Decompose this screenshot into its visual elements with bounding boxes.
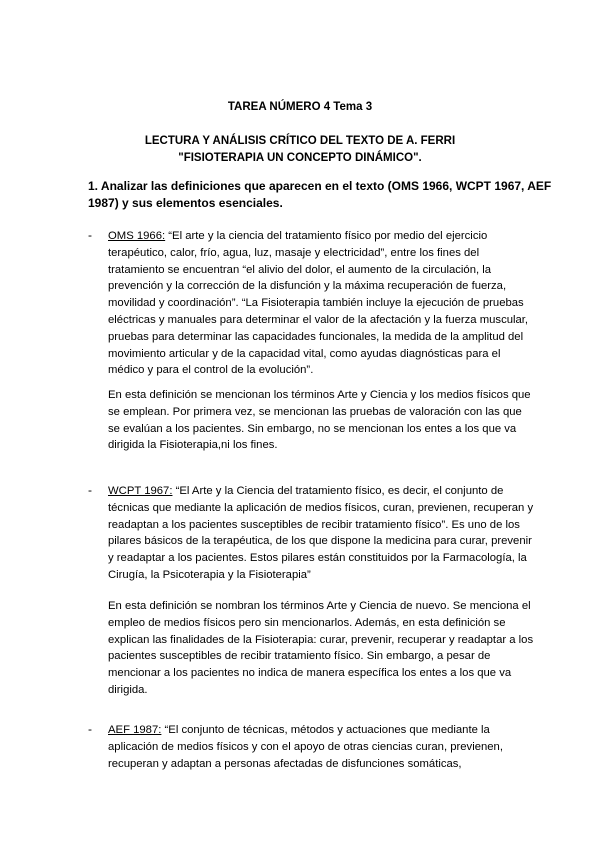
definition-line: movimiento articular y de la capacidad vital, como ayudas diagnósticas para el	[108, 347, 501, 360]
definition-line: terapéutico, calor, frío, agua, luz, masaje y electricidad”, entre los fines del	[108, 246, 480, 259]
definition-line: movilidad y coordinación”. “La Fisioterapia también incluye la ejecución de pruebas	[108, 297, 524, 310]
definition-oms-1966	[108, 228, 548, 379]
definition-line: y readaptar a los pacientes. Estos pilares están constituidos por la Farmacología, la	[108, 552, 527, 565]
definition-line: médico y para el control de la evolución”.	[108, 364, 314, 377]
subtitle-line: LECTURA Y ANÁLISIS CRÍTICO DEL TEXTO DE A. FERRI	[144, 135, 456, 147]
analysis-line: dirigida.	[108, 683, 148, 696]
definition-line: eléctricas y manuales para determinar el valor de la afectación y la fuerza muscular,	[108, 313, 529, 326]
analysis-line: pacientes susceptibles de recibir tratamiento físico. Sin embargo, a pesar de	[108, 650, 491, 663]
definition-line: OMS 1966: “El arte y la ciencia del tratamiento físico por medio del ejercicio	[108, 230, 488, 242]
definition-line: readaptan a los pacientes susceptibles de recibir tratamiento físico”. Es uno de los	[108, 518, 520, 531]
analysis-paragraph-wcpt	[108, 598, 548, 699]
analysis-line: se evalúan a los pacientes. Sin embargo, no se mencionan los entes a los que va	[108, 422, 517, 435]
definition-line: pruebas para determinar las capacidades funcionales, la medida de la amplitud del	[108, 330, 524, 343]
bullet-dash: -	[88, 483, 92, 497]
definition-line: WCPT 1967: “El Arte y la Ciencia del tratamiento físico, es decir, el conjunto de	[108, 485, 504, 497]
subtitle-line: "FISIOTERAPIA UN CONCEPTO DINÁMICO".	[178, 152, 422, 164]
definition-line: tratamiento se encuentran “el alivio del dolor, el aumento de la circulación, la	[108, 263, 492, 276]
analysis-line: En esta definición se nombran los términos Arte y Ciencia de nuevo. Se menciona el	[108, 600, 531, 612]
definition-line: técnicas que mediante la aplicación de medios físicos, curan, previenen, recuperan y	[108, 501, 534, 514]
question-heading	[88, 178, 552, 212]
analysis-line: se emplean. Por primera vez, se mencionan las pruebas de valoración con las que	[108, 405, 522, 418]
definition-head: AEF 1987:	[108, 724, 162, 736]
bullet-dash: -	[88, 228, 92, 242]
definition-head: OMS 1966:	[108, 230, 166, 242]
bullet-dash: -	[88, 722, 92, 736]
question-line: 1. Analizar las definiciones que aparecen en el texto (OMS 1966, WCPT 1967, AEF	[88, 179, 552, 193]
document-title: TAREA NÚMERO 4 Tema 3	[227, 101, 373, 113]
analysis-line: En esta definición se mencionan los términos Arte y Ciencia y los medios físicos que	[108, 389, 531, 401]
document-subtitle	[0, 133, 600, 167]
definition-line: recuperan y adaptan a personas afectadas de disfunciones somáticas,	[108, 757, 462, 770]
analysis-line: explican las finalidades de la Fisioterapia: curar, prevenir, recuperar y readaptar a los	[108, 633, 534, 646]
definition-head: WCPT 1967:	[108, 485, 173, 497]
definition-line: AEF 1987: “El conjunto de técnicas, métodos y actuaciones que mediante la	[108, 724, 490, 736]
definition-aef-1987	[108, 722, 548, 772]
analysis-paragraph-oms	[108, 387, 548, 454]
question-line: 1987) y sus elementos esenciales.	[88, 196, 283, 210]
definition-line: aplicación de medios físicos y con el apoyo de otras ciencias curan, previenen,	[108, 740, 503, 753]
definition-line: prevención y la corrección de la disfunción y la máxima recuperación de fuerza,	[108, 280, 507, 293]
definition-wcpt-1967	[108, 483, 548, 584]
analysis-line: empleo de medios físicos pero sin mencionarlos. Además, en esta definición se	[108, 616, 506, 629]
definition-line: Cirugía, la Psicoterapia y la Fisioterapia”	[108, 568, 311, 581]
analysis-line: dirigida la Fisioterapia,ni los fines.	[108, 439, 278, 452]
analysis-line: mencionar a los pacientes no indica de manera específica los entes a los que va	[108, 667, 512, 680]
definition-line: pilares básicos de la terapéutica, de los que dispone la medicina para curar, prevenir	[108, 535, 532, 548]
